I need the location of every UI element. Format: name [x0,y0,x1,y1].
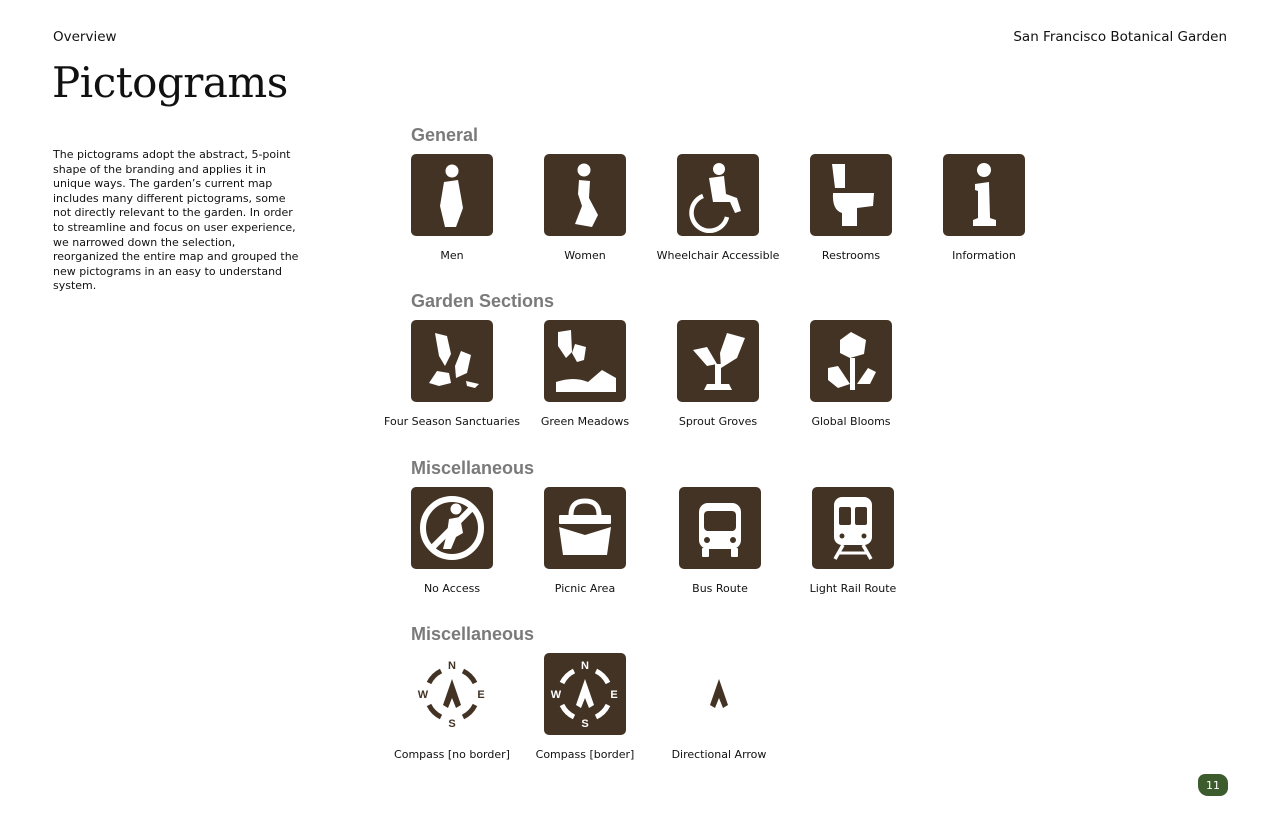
pictogram-four-season [382,320,522,430]
compass-letter-w: W [417,689,429,701]
pictogram-restrooms [781,154,921,264]
compass-letter-n: N [448,660,456,672]
pictogram-directional-arrow [649,653,789,763]
header-organization: San Francisco Botanical Garden [1013,29,1227,45]
page-description: The pictograms adopt the abstract, 5-point shape of the branding and applies it in unique ways. The garden’s current map includes many different pictograms, some not directly relevant to the garden. In order to streamline and focus on user experience, we narrowed down the selection, reorganized the entire map and grouped the new pictograms in an easy to understand system. [53,148,299,293]
pictogram-label: Compass [border] [535,748,635,761]
pictogram-label: Women [564,249,606,262]
pictogram-compass-border [515,653,655,763]
pictogram-label: Light Rail Route [809,582,897,595]
pictogram-label: Compass [no border] [394,748,510,761]
pictogram-label: Sprout Groves [678,415,758,428]
compass-icon [544,653,626,735]
compass-icon [411,653,493,735]
pictogram-label: Bus Route [692,582,748,595]
pictogram-label: Wheelchair Accessible [656,249,780,262]
pictogram-label: Men [440,249,464,262]
header-section-label: Overview [53,29,117,45]
section-title-miscellaneous-compass: Miscellaneous [411,624,535,644]
pictogram-information [914,154,1054,264]
compass-letter-w: W [550,689,562,701]
section-title-garden-sections: Garden Sections [411,291,555,311]
compass-letter-s: S [581,718,589,730]
section-title-miscellaneous: Miscellaneous [411,458,535,478]
flower-icon [810,320,892,402]
pictogram-picnic-area [515,487,655,597]
pictogram-label: Directional Arrow [671,748,767,761]
pictogram-bus-route [650,487,790,597]
compass-letter-e: E [610,689,618,701]
information-icon [943,154,1025,236]
pictogram-label: Four Season Sanctuaries [384,415,520,428]
pictogram-women [515,154,655,264]
compass-letter-n: N [581,660,589,672]
page-title: Pictograms [52,58,288,107]
arrow-icon [678,653,760,735]
pictogram-light-rail [783,487,923,597]
women-icon [544,154,626,236]
bus-icon [679,487,761,569]
compass-letter-s: S [448,718,456,730]
pictogram-label: Information [952,249,1016,262]
picnic-basket-icon [544,487,626,569]
pictogram-global-blooms [781,320,921,430]
pictogram-no-access [382,487,522,597]
no-access-icon [411,487,493,569]
page-number: 11 [1198,774,1228,796]
pictogram-label: Picnic Area [554,582,616,595]
light-rail-icon [812,487,894,569]
four-season-icon [411,320,493,402]
pictogram-men [382,154,522,264]
wheelchair-icon [677,154,759,236]
pictogram-label: No Access [423,582,481,595]
restroom-icon [810,154,892,236]
pictogram-label: Restrooms [821,249,881,262]
pictogram-label: Green Meadows [540,415,630,428]
pictogram-sprout [648,320,788,430]
pictogram-compass-no-border [382,653,522,763]
green-meadows-icon [544,320,626,402]
sprout-icon [677,320,759,402]
pictogram-green-meadows [515,320,655,430]
compass-letter-e: E [477,689,485,701]
pictogram-wheelchair [648,154,788,264]
section-title-general: General [411,125,479,145]
pictogram-label: Global Blooms [811,415,891,428]
men-icon [411,154,493,236]
